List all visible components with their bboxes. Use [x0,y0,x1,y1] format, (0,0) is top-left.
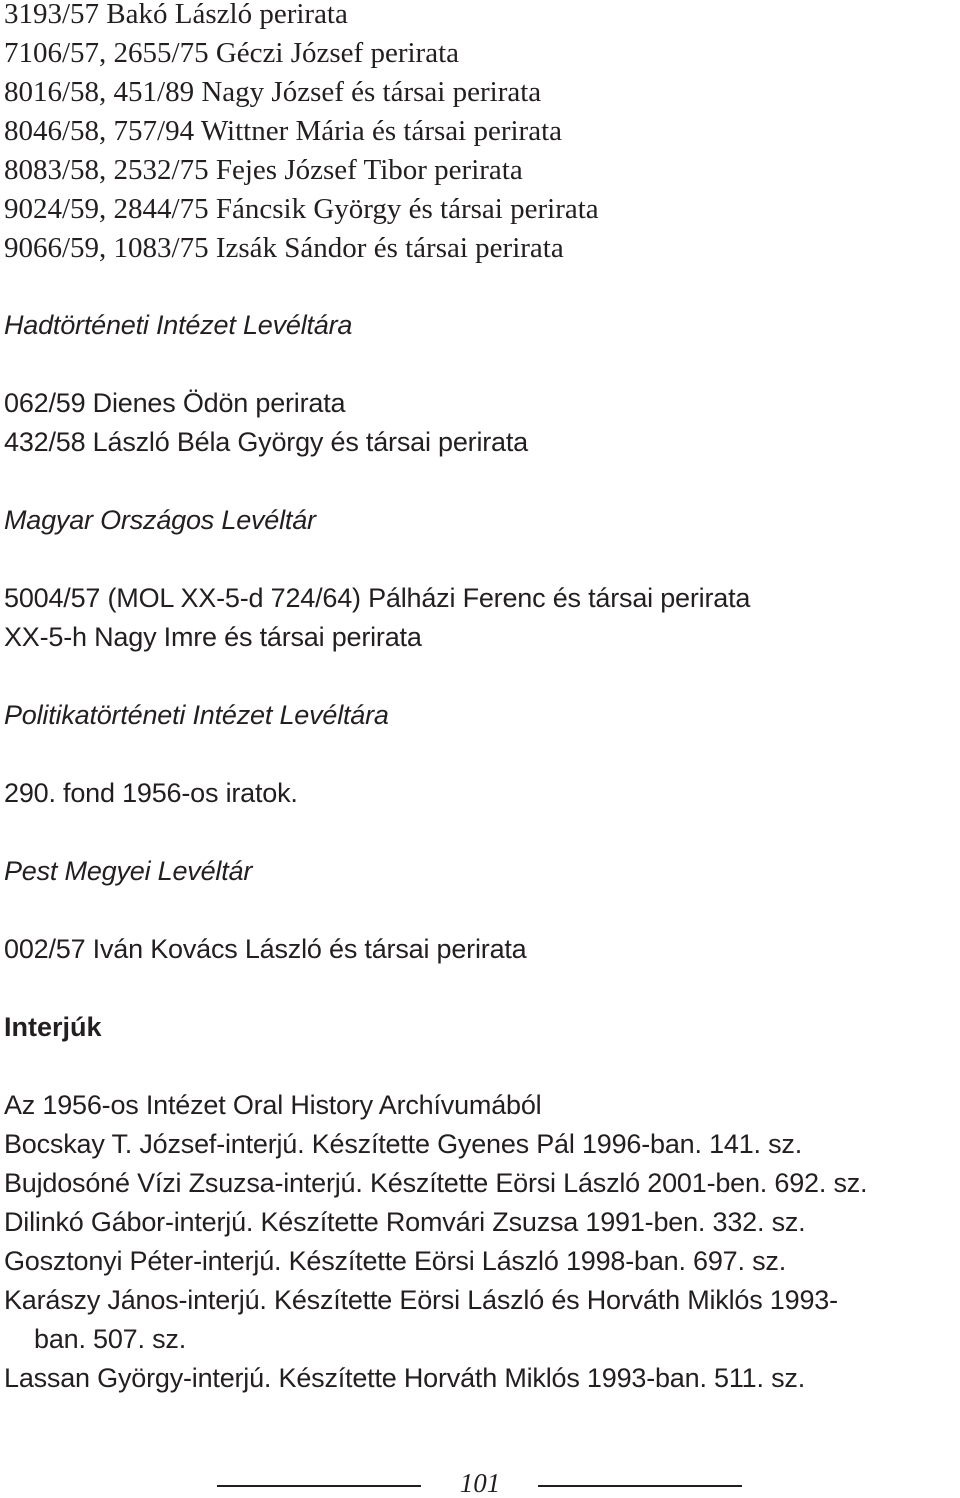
interview-entry: Dilinkó Gábor-interjú. Készítette Romvári Zsuzsa 1991-ben. 332. sz. [4,1207,806,1237]
interview-entry: Karászy János-interjú. Készítette Eörsi László és Horváth Miklós 1993- [4,1285,838,1315]
bpo-records-list [4,0,599,268]
section-heading: Interjúk [4,1012,102,1042]
section-title: Magyar Országos Levéltár [4,505,316,535]
politikatorteneti-section [4,696,389,735]
magyar-orszagos-items [4,579,750,657]
footer-rule-right [538,1485,742,1487]
record-entry: 062/59 Dienes Ödön perirata [4,388,346,418]
politikatorteneti-items [4,774,298,813]
interview-entry: Lassan György-interjú. Készítette Horváth Miklós 1993-ban. 511. sz. [4,1363,805,1393]
pest-megyei-items [4,930,527,969]
interview-entry: Bocskay T. József-interjú. Készítette Gyenes Pál 1996-ban. 141. sz. [4,1129,803,1159]
record-entry: 5004/57 (MOL XX-5-d 724/64) Pálházi Ferenc és társai perirata [4,583,751,613]
record-entry: 9066/59, 1083/75 Izsák Sándor és társai perirata [4,232,564,264]
record-entry: XX-5-h Nagy Imre és társai perirata [4,622,422,652]
hadtorteneti-items [4,384,528,462]
hadtorteneti-section [4,306,352,345]
interview-entry: Bujdosóné Vízi Zsuzsa-interjú. Készítette Eörsi László 2001-ben. 692. sz. [4,1168,868,1198]
section-title: Politikatörténeti Intézet Levéltára [4,700,389,730]
interview-entry: Gosztonyi Péter-interjú. Készítette Eörsi László 1998-ban. 697. sz. [4,1246,787,1276]
record-entry: 8046/58, 757/94 Wittner Mária és társai perirata [4,115,562,147]
page-number: 101 [459,1468,501,1498]
section-title: Pest Megyei Levéltár [4,856,253,886]
record-entry: 9024/59, 2844/75 Fáncsik György és társai perirata [4,193,599,225]
record-entry: 290. fond 1956-os iratok. [4,778,298,808]
magyar-orszagos-section [4,501,316,540]
record-entry: 432/58 László Béla György és társai perirata [4,427,528,457]
footer-rule-left [217,1485,421,1487]
interjuk-section [4,1008,102,1047]
interview-intro: Az 1956-os Intézet Oral History Archívumából [4,1090,542,1120]
section-title: Hadtörténeti Intézet Levéltára [4,310,353,340]
page-footer [0,1468,960,1498]
record-entry: 3193/57 Bakó László perirata [4,0,348,30]
interjuk-items [4,1086,867,1398]
interview-entry-continuation: ban. 507. sz. [34,1324,187,1354]
record-entry: 002/57 Iván Kovács László és társai perirata [4,934,527,964]
record-entry: 8016/58, 451/89 Nagy József és társai perirata [4,76,542,108]
record-entry: 7106/57, 2655/75 Géczi József perirata [4,37,459,69]
record-entry: 8083/58, 2532/75 Fejes József Tibor perirata [4,154,523,186]
pest-megyei-section [4,852,252,891]
